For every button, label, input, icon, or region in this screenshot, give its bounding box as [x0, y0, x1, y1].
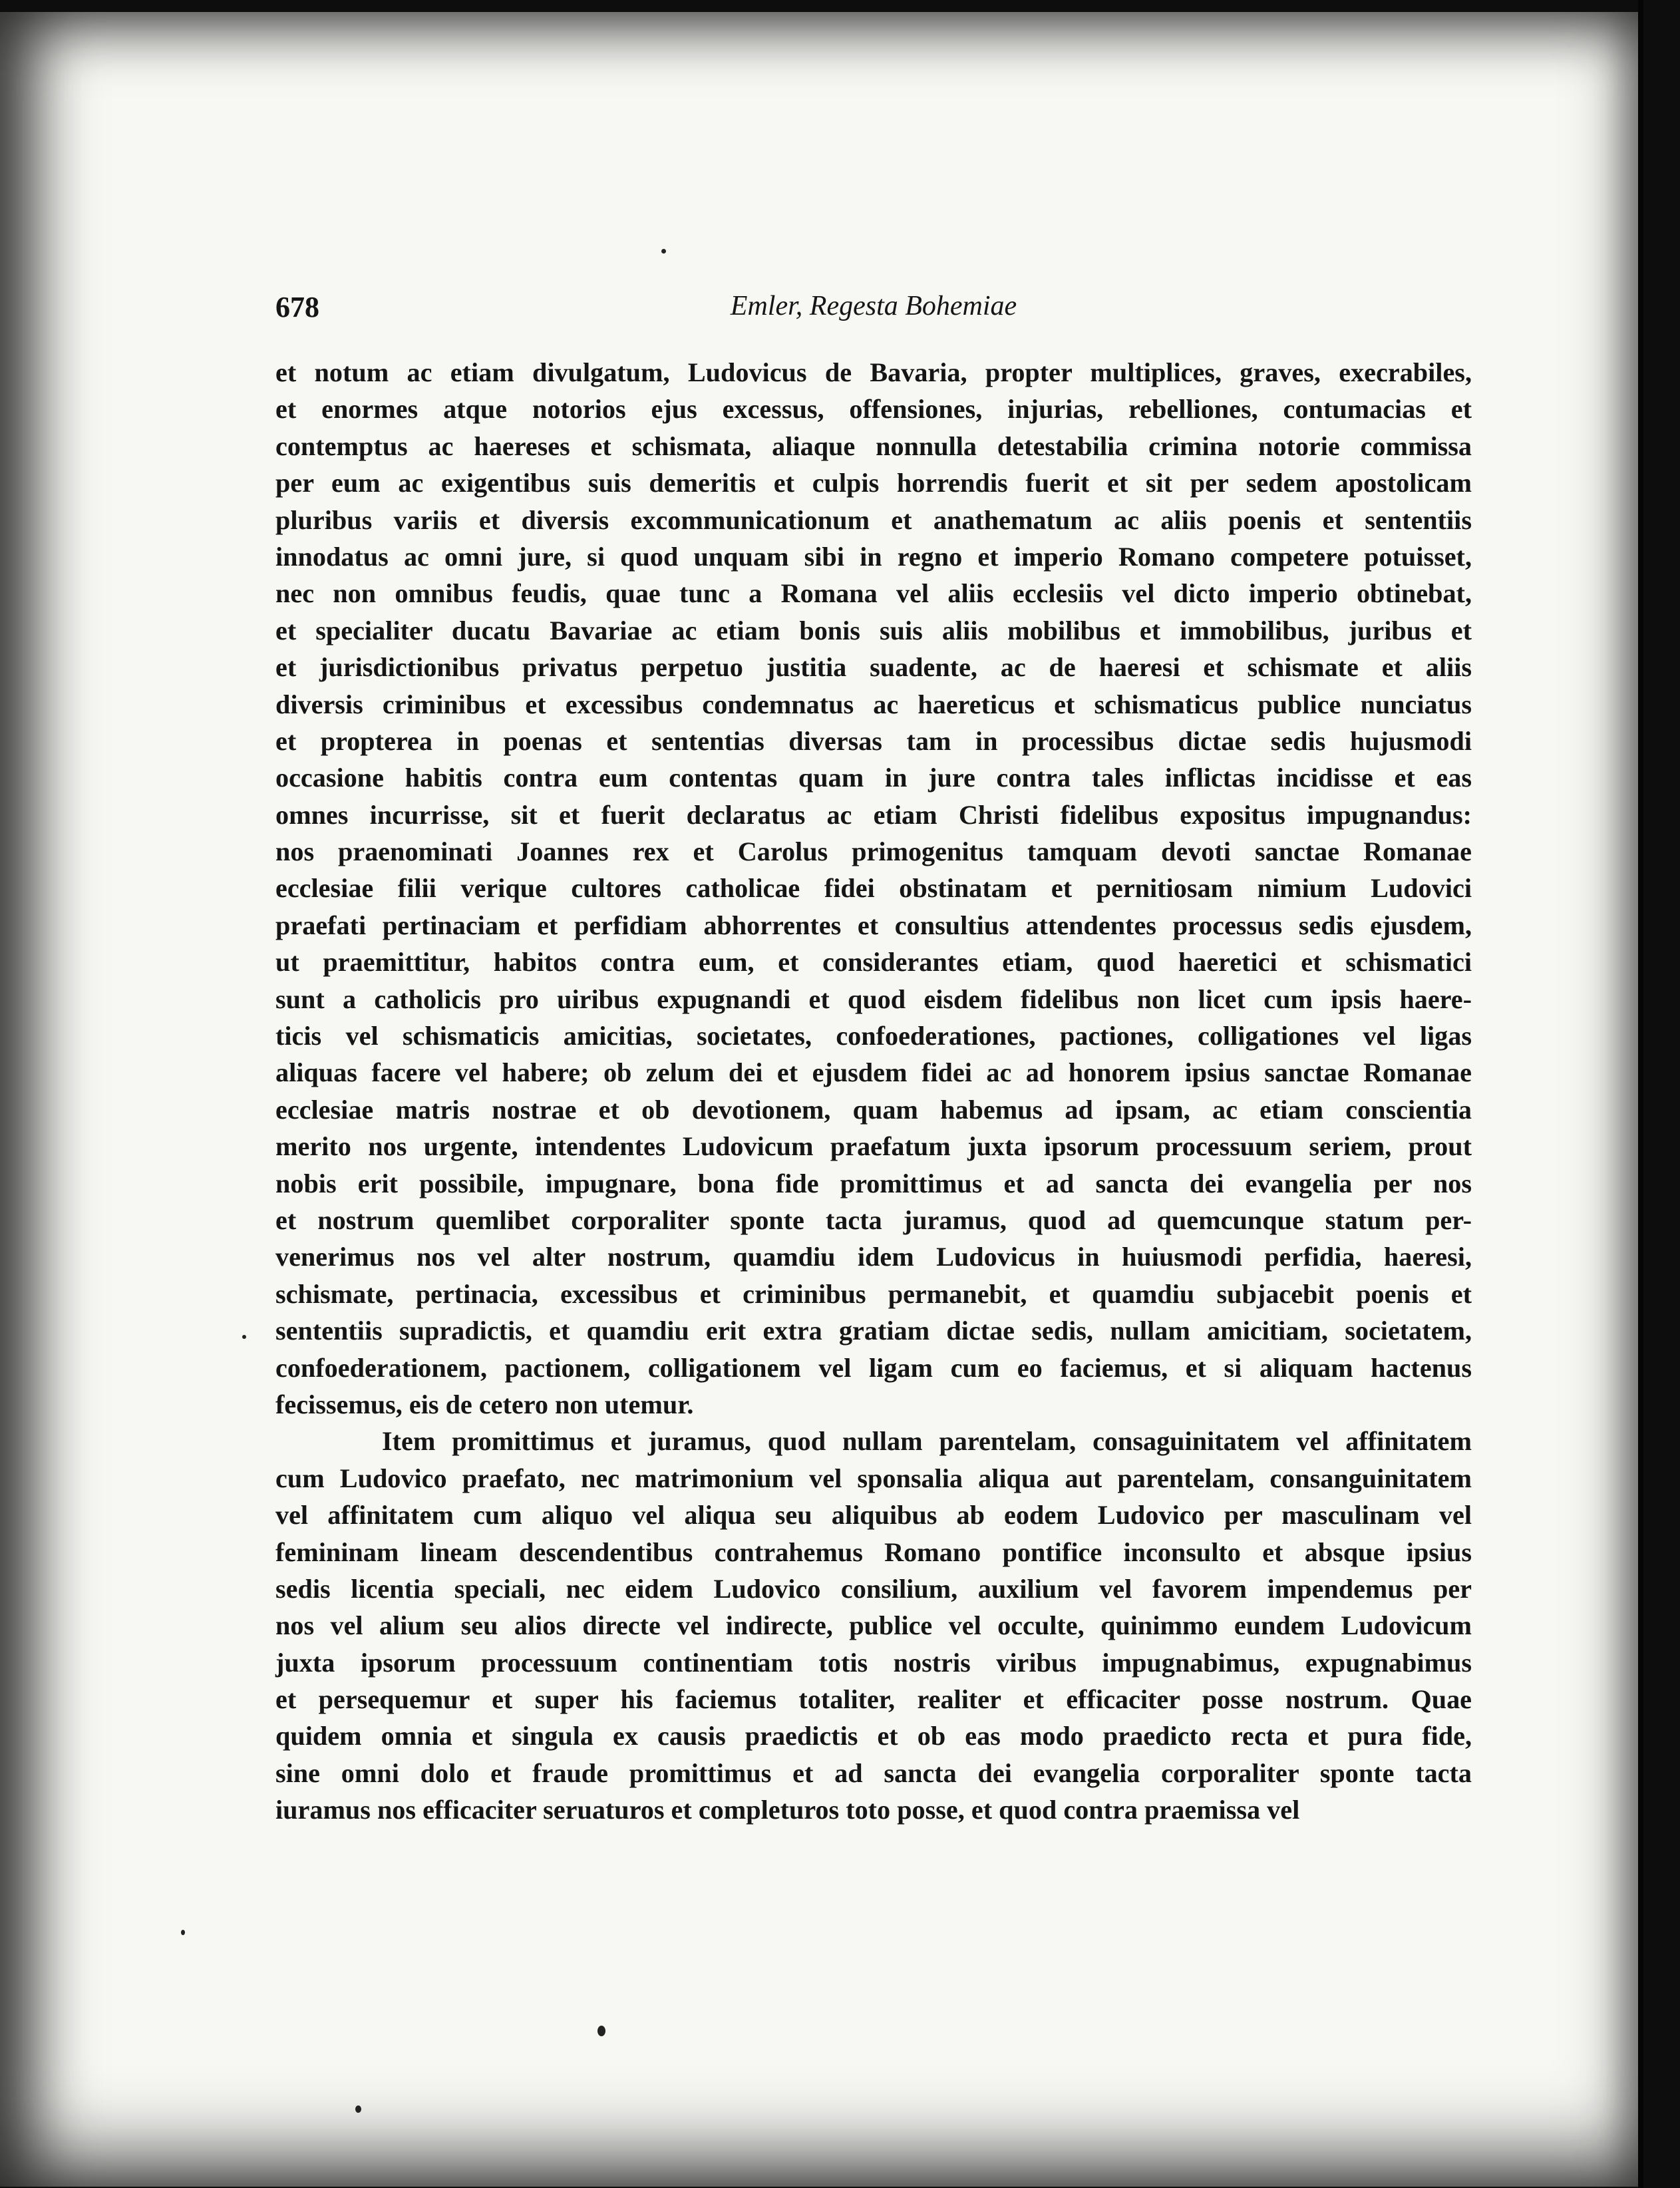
- running-title: Emler, Regesta Bohemiae: [730, 291, 1017, 321]
- text-line: ecclesiae filii verique cultores catholicae fidei obstinatam et pernitiosam nimium Ludovici: [275, 873, 1472, 904]
- text-line: cum Ludovico praefato, nec matrimonium vel sponsalia aliqua aut parentelam, consanguinitatem: [275, 1463, 1472, 1493]
- text-line: schismate, pertinacia, excessibus et criminibus permanebit, et quamdiu subjacebit poenis et: [275, 1278, 1472, 1309]
- text-line: pluribus variis et diversis excommunicationum et anathematum ac aliis poenis et sententiis: [275, 504, 1472, 535]
- text-line: et notum ac etiam divulgatum, Ludovicus de Bavaria, propter multiplices, graves, execrabiles,: [275, 357, 1472, 387]
- text-line: vel affinitatem cum aliquo vel aliqua seu aliquibus ab eodem Ludovico per masculinam vel: [275, 1500, 1472, 1531]
- text-line: nos vel alium seu alios directe vel indirecte, publice vel occulte, quinimmo eundem Ludovicum: [275, 1610, 1472, 1641]
- text-line: sedis licentia speciali, nec eidem Ludovico consilium, auxilium vel favorem impendemus per: [275, 1573, 1472, 1604]
- text-line: venerimus nos vel alter nostrum, quamdiu idem Ludovicus in huiusmodi perfidia, haeresi,: [275, 1242, 1472, 1272]
- text-line: quidem omnia et singula ex causis praedictis et ob eas modo praedicto recta et pura fide,: [275, 1721, 1472, 1751]
- text-line: et specialiter ducatu Bavariae ac etiam bonis suis aliis mobilibus et immobilibus, juribus et: [275, 615, 1472, 645]
- text-line: praefati pertinaciam et perfidiam abhorrentes et consultius attendentes processus sedis ejusdem,: [275, 910, 1472, 940]
- text-line: et propterea in poenas et sententias diversas tam in processibus dictae sedis hujusmodi: [275, 725, 1472, 756]
- text-line: sunt a catholicis pro uiribus expugnandi et quod eisdem fidelibus non licet cum ipsis haere-: [275, 984, 1472, 1014]
- text-line: aliquas facere vel habere; ob zelum dei et ejusdem fidei ac ad honorem ipsius sanctae Romanae: [275, 1057, 1472, 1088]
- text-line: fecissemus, eis de cetero non utemur.: [275, 1389, 694, 1419]
- text-line: confoederationem, pactionem, colligationem vel ligam cum eo faciemus, et si aliquam hactenus: [275, 1352, 1472, 1383]
- dust-speck: [597, 2026, 605, 2036]
- text-line: ecclesiae matris nostrae et ob devotionem, quam habemus ad ipsam, ac etiam conscientia: [275, 1094, 1472, 1125]
- page-sheet: [0, 12, 1638, 2187]
- page-header: [275, 290, 1472, 330]
- text-line: diversis criminibus et excessibus condemnatus ac haereticus et schismaticus publice nunciatus: [275, 689, 1472, 719]
- text-line: juxta ipsorum processuum continentiam totis nostris viribus impugnabimus, expugnabimus: [275, 1647, 1472, 1678]
- text-line: femininam lineam descendentibus contrahemus Romano pontifice inconsulto et absque ipsius: [275, 1537, 1472, 1567]
- text-line: per eum ac exigentibus suis demeritis et culpis horrendis fuerit et sit per sedem apostolicam: [275, 468, 1472, 498]
- body-text: [275, 354, 1472, 1829]
- page-number: 678: [275, 291, 319, 323]
- text-line: et nostrum quemlibet corporaliter sponte tacta juramus, quod ad quemcunque statum per-: [275, 1204, 1472, 1235]
- text-line: contemptus ac haereses et schismata, aliaque nonnulla detestabilia crimina notorie commissa: [275, 431, 1472, 461]
- text-line: sententiis supradictis, et quamdiu erit extra gratiam dictae sedis, nullam amicitiam, societatem,: [275, 1316, 1472, 1346]
- text-line: ticis vel schismaticis amicitias, societates, confoederationes, pactiones, colligationes vel ligas: [275, 1021, 1472, 1051]
- text-line: nos praenominati Joannes rex et Carolus primogenitus tamquam devoti sanctae Romanae: [275, 836, 1472, 867]
- text-line: nobis erit possibile, impugnare, bona fide promittimus et ad sancta dei evangelia per nos: [275, 1168, 1472, 1198]
- paragraph: [275, 354, 1472, 1423]
- text-line: occasione habitis contra eum contentas quam in jure contra tales inflictas incidisse et eas: [275, 763, 1472, 793]
- text-line: ut praemittitur, habitos contra eum, et considerantes etiam, quod haeretici et schismatici: [275, 947, 1472, 978]
- text-line: iuramus nos efficaciter seruaturos et completuros toto posse, et quod contra praemissa vel: [275, 1795, 1300, 1825]
- text-line: et enormes atque notorios ejus excessus, offensiones, injurias, rebelliones, contumacias et: [275, 394, 1472, 425]
- dust-speck: [242, 1335, 246, 1339]
- text-line: nec non omnibus feudis, quae tunc a Romana vel aliis ecclesiis vel dicto imperio obtinebat,: [275, 578, 1472, 609]
- text-line: Item promittimus et juramus, quod nullam parentelam, consaguinitatem vel affinitatem: [382, 1426, 1472, 1457]
- dust-speck: [355, 2105, 361, 2113]
- text-line: merito nos urgente, intendentes Ludovicum praefatum juxta ipsorum processuum seriem, prout: [275, 1131, 1472, 1162]
- text-line: et jurisdictionibus privatus perpetuo justitia suadente, ac de haeresi et schismate et aliis: [275, 652, 1472, 683]
- dust-speck: [181, 1930, 185, 1935]
- dust-speck: [661, 249, 666, 254]
- text-line: innodatus ac omni jure, si quod unquam sibi in regno et imperio Romano competere potuisset,: [275, 541, 1472, 572]
- text-line: omnes incurrisse, sit et fuerit declaratus ac etiam Christi fidelibus expositus impugnandus:: [275, 799, 1472, 830]
- page-edge-shadow: [1638, 0, 1643, 2188]
- text-line: sine omni dolo et fraude promittimus et ad sancta dei evangelia corporaliter sponte tacta: [275, 1757, 1472, 1788]
- paragraph: [275, 1423, 1472, 1828]
- text-line: et persequemur et super his faciemus totaliter, realiter et efficaciter posse nostrum. Quae: [275, 1684, 1472, 1715]
